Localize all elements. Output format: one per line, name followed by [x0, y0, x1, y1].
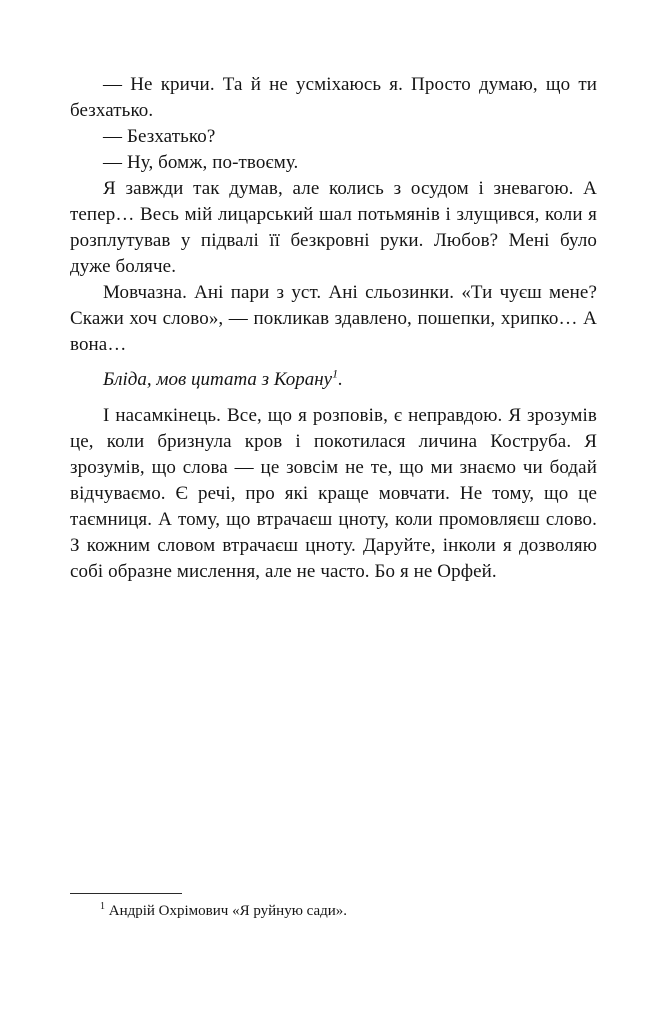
body-paragraph: Мовчазна. Ані пари з уст. Ані сльозинки. «Ти чуєш мене? Скажи хоч слово», — покликав здавлено, пошепки, хрипко… А вона… — [70, 282, 597, 355]
dialogue-paragraph: — Безхатько? — [103, 126, 216, 147]
body-paragraph: Я завжди так думав, але колись з осудом і зневагою. А тепер… Весь мій лицарський шал потьмянів і злущився, коли я розплутував у підвалі її безкровні руки. Любов? Мені було дуже боляче. — [70, 178, 597, 277]
footnote-citation: Андрій Охрімович «Я руйную сади». — [105, 903, 348, 919]
footnote-marker: 1 — [100, 901, 105, 912]
quote-tail: . — [338, 369, 343, 390]
text-block — [70, 72, 597, 585]
quote-text: Бліда, мов цитата з Корану — [103, 369, 333, 390]
dialogue-paragraph: — Не кричи. Та й не усміхаюсь я. Просто думаю, що ти безхатько. — [70, 74, 597, 121]
footnote-text — [70, 901, 597, 921]
footnote-divider — [70, 893, 182, 894]
body-paragraph: І насамкінець. Все, що я розповів, є неправдою. Я зрозумів це, коли бризнула кров і покотилася личина Коструба. Я зрозумів, що слова — це зовсім не те, що ми знаємо чи бодай відчуваємо. Є речі, про які краще мовчати. Не тому, що це таємниця. А тому, що втрачаєш цноту, коли промовляєш слово. З кожним словом втрачаєш цноту. Даруйте, інколи я дозволяю собі образне мислення, але не часто. Бо я не Орфей. — [70, 405, 597, 582]
footnote-section — [70, 893, 597, 921]
italic-quote-line — [70, 367, 597, 393]
dialogue-paragraph: — Ну, бомж, по-твоєму. — [103, 152, 299, 173]
footnote-reference: 1 — [332, 366, 339, 381]
